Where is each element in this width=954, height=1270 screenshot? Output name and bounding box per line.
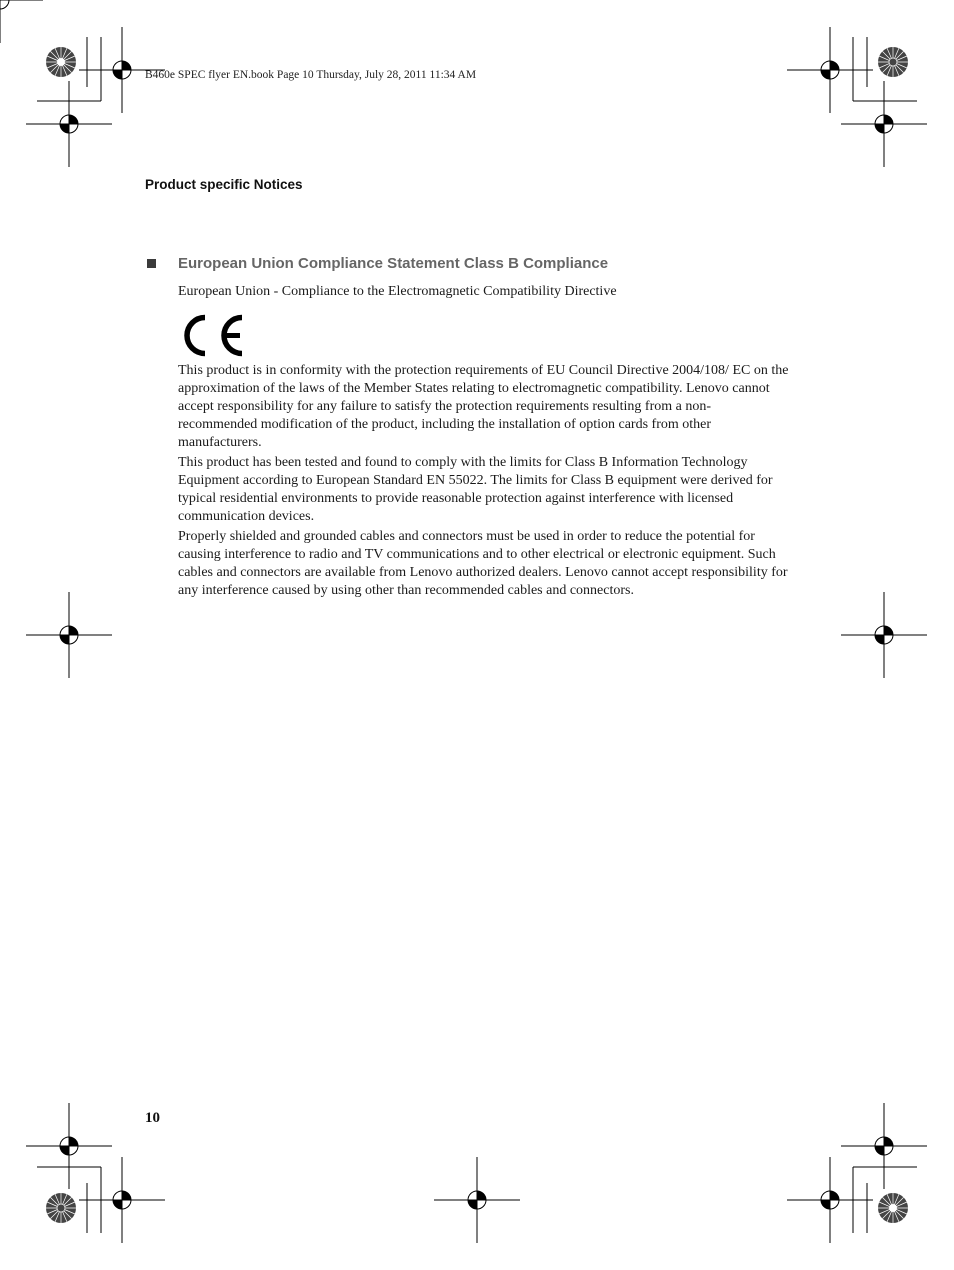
- registration-mark-upper-right-icon: [841, 81, 927, 167]
- registration-mark-lower-left-icon: [26, 1103, 112, 1189]
- registration-mark-bottom-center-icon: [434, 1157, 520, 1243]
- registration-mark-upper-left-icon: [26, 81, 112, 167]
- registration-mark-icon: [0, 0, 43, 43]
- print-header: B460e SPEC flyer EN.book Page 10 Thursday, July 28, 2011 11:34 AM: [145, 69, 477, 81]
- paragraph-conformity: This product is in conformity with the protection requirements of EU Council Directive 2004/108/ EC on the approximation of the laws of the Member States relating to electromagnetic compatibility. Lenovo cannot accept responsibility for any failure to satisfy the protection requirements resulting from a non-recommended modification of the product, including the installation of option cards from other manufacturers.: [178, 363, 789, 450]
- starburst-bottom-left-icon: [46, 1193, 76, 1223]
- section-subtitle: European Union - Compliance to the Electromagnetic Compatibility Directive: [178, 284, 617, 299]
- starburst-bottom-right-icon: [878, 1193, 908, 1223]
- square-bullet-icon: [147, 259, 156, 268]
- registration-mark-lower-right-icon: [841, 1103, 927, 1189]
- paragraph-testing: This product has been tested and found to comply with the limits for Class B Information Technology Equipment according to European Standard EN 55022. The limits for Class B equipment were derived for typical residential environments to provide reasonable protection against interference with licensed communication devices.: [178, 455, 773, 524]
- section-heading: European Union Compliance Statement Class B Compliance: [178, 255, 609, 272]
- starburst-top-right-icon: [878, 47, 908, 77]
- page-number: 10: [145, 1110, 160, 1126]
- ce-mark-icon: [178, 311, 246, 360]
- registration-mark-bottom-right-icon: [787, 1157, 873, 1243]
- body-text: [178, 362, 790, 602]
- registration-mark-mid-left-icon: [26, 592, 112, 678]
- running-title: Product specific Notices: [145, 177, 303, 192]
- registration-mark-mid-right-icon: [841, 592, 927, 678]
- registration-mark-top-right-icon: [787, 27, 873, 113]
- starburst-top-left-icon: [46, 47, 76, 77]
- registration-mark-bottom-left-icon: [79, 1157, 165, 1243]
- paragraph-cables: Properly shielded and grounded cables and connectors must be used in order to reduce the potential for causing interference to radio and TV communications and to other electrical or electronic equipment. Such cables and connectors are available from Lenovo authorized dealers. Lenovo cannot accept responsibility for any interference caused by using other than recommended cables and connectors.: [178, 529, 788, 598]
